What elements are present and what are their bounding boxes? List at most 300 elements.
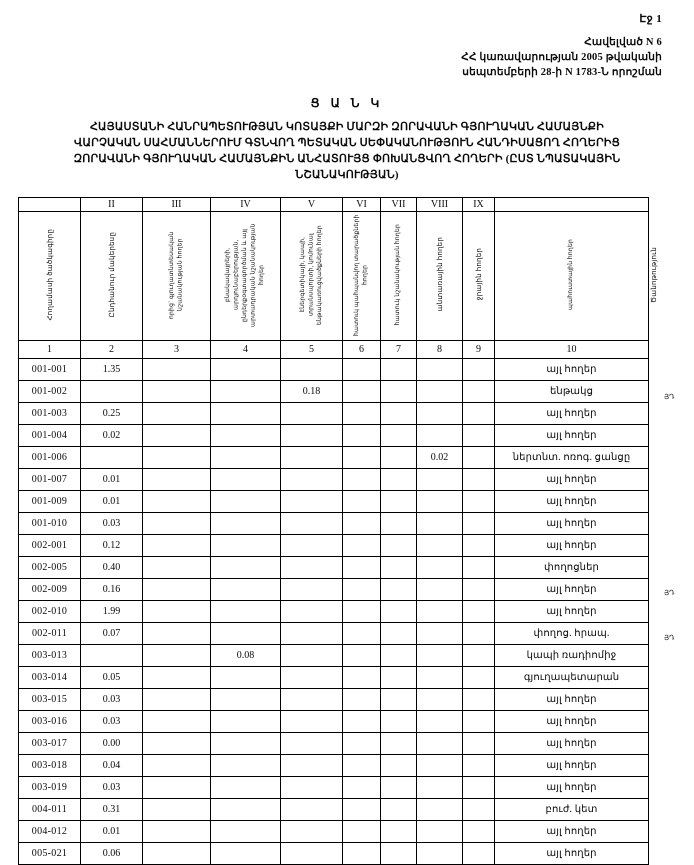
cell-special-purpose <box>381 711 417 733</box>
cell-protected-areas <box>343 711 381 733</box>
cell-settlement-industrial <box>211 579 281 601</box>
cell-energy-transport <box>281 579 343 601</box>
cell-forest <box>417 491 463 513</box>
cell-total-area: 0.01 <box>81 821 143 843</box>
col-number-5: 5 <box>281 341 343 359</box>
col-number-10: 10 <box>495 341 649 359</box>
cell-total-area: 0.40 <box>81 557 143 579</box>
cell-note: այլ հողեր <box>495 689 649 711</box>
header-label-special-purpose: հատուկ նշանակության հողեր <box>394 223 402 326</box>
cell-protected-areas <box>343 579 381 601</box>
cell-total-area: 0.03 <box>81 777 143 799</box>
cell-water <box>463 777 495 799</box>
cell-settlement-industrial <box>211 557 281 579</box>
header-cell-water <box>463 212 495 341</box>
cell-agricultural <box>143 623 211 645</box>
cell-special-purpose <box>381 689 417 711</box>
cell-water <box>463 821 495 843</box>
cell-total-area: 0.12 <box>81 535 143 557</box>
cell-special-purpose <box>381 667 417 689</box>
cell-agricultural <box>143 667 211 689</box>
cell-code: 002-010 <box>19 601 81 623</box>
cell-code: 002-001 <box>19 535 81 557</box>
table-row <box>19 821 649 843</box>
cell-code: 003-013 <box>19 645 81 667</box>
cell-protected-areas <box>343 777 381 799</box>
cell-special-purpose <box>381 403 417 425</box>
cell-forest <box>417 359 463 381</box>
col-number-9: 9 <box>463 341 495 359</box>
cell-water <box>463 667 495 689</box>
cell-energy-transport <box>281 513 343 535</box>
col-number-8: 8 <box>417 341 463 359</box>
cell-code: 003-016 <box>19 711 81 733</box>
table-row <box>19 777 649 799</box>
cell-note: այլ հողեր <box>495 777 649 799</box>
cell-note: այլ հողեր <box>495 601 649 623</box>
reference-line-1: Հավելված N 6 <box>584 37 662 48</box>
cell-note: կապի ռադիոմիջ <box>495 645 649 667</box>
cell-total-area: 0.02 <box>81 425 143 447</box>
cell-protected-areas <box>343 689 381 711</box>
reference-block <box>18 35 662 80</box>
cell-agricultural <box>143 491 211 513</box>
cell-settlement-industrial <box>211 359 281 381</box>
cell-settlement-industrial <box>211 733 281 755</box>
cell-settlement-industrial: 0.08 <box>211 645 281 667</box>
margin-marks <box>660 0 694 809</box>
table-row <box>19 579 649 601</box>
header-cell-protected-areas <box>343 212 381 341</box>
cell-water <box>463 623 495 645</box>
col-number-2: 2 <box>81 341 143 359</box>
cell-energy-transport <box>281 447 343 469</box>
roman-8: VIII <box>417 198 463 212</box>
cell-settlement-industrial <box>211 491 281 513</box>
cell-water <box>463 535 495 557</box>
header-label-forest: անտառային հողեր <box>435 237 444 312</box>
cell-protected-areas <box>343 843 381 865</box>
cell-special-purpose <box>381 425 417 447</box>
cell-water <box>463 711 495 733</box>
cell-energy-transport <box>281 469 343 491</box>
table-roman-row <box>19 198 649 212</box>
cell-code: 002-005 <box>19 557 81 579</box>
cell-special-purpose <box>381 799 417 821</box>
reference-line-2: ՀՀ կառավարության 2005 թվականի <box>461 52 662 63</box>
cell-special-purpose <box>381 447 417 469</box>
cell-code: 001-003 <box>19 403 81 425</box>
cell-agricultural <box>143 689 211 711</box>
cell-agricultural <box>143 755 211 777</box>
cell-note: այլ հողեր <box>495 359 649 381</box>
cell-protected-areas <box>343 821 381 843</box>
cell-water <box>463 645 495 667</box>
cell-total-area: 1.99 <box>81 601 143 623</box>
table-row <box>19 601 649 623</box>
cell-settlement-industrial <box>211 843 281 865</box>
cell-energy-transport: 0.18 <box>281 381 343 403</box>
cell-settlement-industrial <box>211 689 281 711</box>
cell-forest <box>417 579 463 601</box>
cell-water <box>463 579 495 601</box>
cell-water <box>463 843 495 865</box>
cell-note: այլ հողեր <box>495 733 649 755</box>
cell-code: 002-009 <box>19 579 81 601</box>
cell-total-area: 0.03 <box>81 513 143 535</box>
header-cell-reserve <box>495 212 649 341</box>
cell-energy-transport <box>281 777 343 799</box>
cell-energy-transport <box>281 535 343 557</box>
cell-total-area <box>81 645 143 667</box>
cell-agricultural <box>143 821 211 843</box>
cell-forest <box>417 645 463 667</box>
header-cell-forest <box>417 212 463 341</box>
cell-special-purpose <box>381 381 417 403</box>
cell-forest <box>417 601 463 623</box>
header-cell-total-area <box>81 212 143 341</box>
cell-energy-transport <box>281 755 343 777</box>
roman-6: VI <box>343 198 381 212</box>
table-row <box>19 491 649 513</box>
cell-settlement-industrial <box>211 403 281 425</box>
header-label-reserve: պահուստային հողեր <box>567 239 575 310</box>
cell-settlement-industrial <box>211 667 281 689</box>
cell-special-purpose <box>381 579 417 601</box>
cell-water <box>463 601 495 623</box>
cell-settlement-industrial <box>211 381 281 403</box>
cell-code: 003-019 <box>19 777 81 799</box>
cell-code: 003-017 <box>19 733 81 755</box>
cell-agricultural <box>143 425 211 447</box>
cell-agricultural <box>143 513 211 535</box>
cell-energy-transport <box>281 821 343 843</box>
cell-note: ենթակց <box>495 381 649 403</box>
cell-forest <box>417 667 463 689</box>
cell-forest <box>417 381 463 403</box>
cell-energy-transport <box>281 601 343 623</box>
table-row <box>19 689 649 711</box>
cell-special-purpose <box>381 535 417 557</box>
roman-3: III <box>143 198 211 212</box>
col-number-4: 4 <box>211 341 281 359</box>
cell-total-area: 0.00 <box>81 733 143 755</box>
cell-code: 003-018 <box>19 755 81 777</box>
cell-total-area: 0.06 <box>81 843 143 865</box>
cell-note: բուժ. կետ <box>495 799 649 821</box>
cell-protected-areas <box>343 733 381 755</box>
table-row <box>19 667 649 689</box>
title-line-2: ՎԱՐՉԱԿԱՆ ՍԱՀՄԱՆՆԵՐՈՒՄ ԳՏՆՎՈՂ ՊԵՏԱԿԱՆ ՍԵՓԱԿԱՆՈՒԹՅՈՒՆ ՀԱՆԴԻՍԱՑՈՂ ՀՈՂԵՐԻՑ <box>74 137 620 149</box>
cell-total-area <box>81 447 143 469</box>
cell-protected-areas <box>343 601 381 623</box>
cell-water <box>463 513 495 535</box>
cell-settlement-industrial <box>211 601 281 623</box>
cell-code: 005-021 <box>19 843 81 865</box>
header-cell-energy-transport <box>281 212 343 341</box>
cell-total-area: 0.07 <box>81 623 143 645</box>
roman-9: IX <box>463 198 495 212</box>
cell-forest <box>417 843 463 865</box>
col-number-3: 3 <box>143 341 211 359</box>
table-row <box>19 469 649 491</box>
cell-agricultural <box>143 601 211 623</box>
cell-special-purpose <box>381 359 417 381</box>
roman-7: VII <box>381 198 417 212</box>
cell-settlement-industrial <box>211 425 281 447</box>
cell-agricultural <box>143 403 211 425</box>
cell-water <box>463 425 495 447</box>
cell-agricultural <box>143 799 211 821</box>
title-line-4: ՆՇԱՆԱԿՈՒԹՅԱՆ) <box>295 169 399 181</box>
cell-agricultural <box>143 579 211 601</box>
margin-mark: ՅԴ <box>664 393 675 401</box>
table-header-row <box>19 212 649 341</box>
cell-energy-transport <box>281 667 343 689</box>
cell-code: 004-011 <box>19 799 81 821</box>
cell-energy-transport <box>281 733 343 755</box>
cell-energy-transport <box>281 403 343 425</box>
cell-code: 002-011 <box>19 623 81 645</box>
cell-forest <box>417 535 463 557</box>
header-label-total-area: Ընդհանուր մակերեսը <box>107 231 116 318</box>
cell-protected-areas <box>343 645 381 667</box>
table-row <box>19 359 649 381</box>
cell-forest <box>417 711 463 733</box>
header-label-note: Ծանոթություն <box>650 246 658 303</box>
cell-agricultural <box>143 645 211 667</box>
document-title <box>18 119 676 183</box>
cell-total-area: 0.04 <box>81 755 143 777</box>
page-number: Էջ 1 <box>639 13 662 25</box>
cell-note: փողոց. հրապ. <box>495 623 649 645</box>
cell-protected-areas <box>343 403 381 425</box>
cell-special-purpose <box>381 469 417 491</box>
roman-2: II <box>81 198 143 212</box>
cell-protected-areas <box>343 535 381 557</box>
cell-special-purpose <box>381 491 417 513</box>
cell-agricultural <box>143 557 211 579</box>
table-row <box>19 843 649 865</box>
cell-water <box>463 689 495 711</box>
cell-special-purpose <box>381 733 417 755</box>
cell-settlement-industrial <box>211 799 281 821</box>
cell-agricultural <box>143 711 211 733</box>
cell-forest <box>417 777 463 799</box>
cell-note: այլ հողեր <box>495 755 649 777</box>
cell-agricultural <box>143 469 211 491</box>
cell-water <box>463 447 495 469</box>
cell-forest <box>417 755 463 777</box>
cell-water <box>463 799 495 821</box>
cell-water <box>463 733 495 755</box>
table-row <box>19 755 649 777</box>
cell-note: ներտնտ. ոռոգ. ցանցը <box>495 447 649 469</box>
table-column-number-row <box>19 341 649 359</box>
cell-code: 001-007 <box>19 469 81 491</box>
cell-forest <box>417 557 463 579</box>
cell-special-purpose <box>381 645 417 667</box>
land-parcels-table <box>18 197 658 865</box>
cell-forest <box>417 799 463 821</box>
cell-water <box>463 359 495 381</box>
cell-agricultural <box>143 535 211 557</box>
cell-forest <box>417 733 463 755</box>
document-kind: Ց Ա Ն Կ <box>310 96 384 110</box>
cell-total-area: 1.35 <box>81 359 143 381</box>
reference-line-3: սեպտեմբերի 28-ի N 1783-Ն որոշման <box>462 67 662 78</box>
cell-total-area: 0.03 <box>81 711 143 733</box>
header-cell-special-purpose <box>381 212 417 341</box>
table-row <box>19 799 649 821</box>
table-row <box>19 557 649 579</box>
cell-agricultural <box>143 359 211 381</box>
cell-energy-transport <box>281 799 343 821</box>
header-cell-code <box>19 212 81 341</box>
cell-agricultural <box>143 447 211 469</box>
cell-note: գյուղապետարան <box>495 667 649 689</box>
header-cell-agricultural <box>143 212 211 341</box>
cell-special-purpose <box>381 755 417 777</box>
header-label-agricultural: որից` գյուղատնտեսական նշանակության հողեր <box>168 230 184 319</box>
margin-mark: ՅԴ <box>664 589 675 597</box>
header-label-energy-transport: էներգետիկայի, կապի, տրանսպորտի, կոմունալ ենթակառուցվածքների հողեր <box>298 224 323 325</box>
cell-code: 001-004 <box>19 425 81 447</box>
cell-agricultural <box>143 733 211 755</box>
table-row <box>19 733 649 755</box>
cell-energy-transport <box>281 491 343 513</box>
cell-energy-transport <box>281 425 343 447</box>
cell-settlement-industrial <box>211 623 281 645</box>
cell-code: 001-010 <box>19 513 81 535</box>
cell-protected-areas <box>343 359 381 381</box>
cell-code: 003-015 <box>19 689 81 711</box>
cell-energy-transport <box>281 843 343 865</box>
cell-agricultural <box>143 843 211 865</box>
cell-code: 001-002 <box>19 381 81 403</box>
cell-energy-transport <box>281 557 343 579</box>
table-row <box>19 711 649 733</box>
cell-special-purpose <box>381 623 417 645</box>
cell-special-purpose <box>381 601 417 623</box>
cell-code: 004-012 <box>19 821 81 843</box>
header-label-settlement-industrial: բնակավայրերի, արդյունաբերության, ընդերքօգտագործման և այլ արտադրական նշանակության հողեր <box>224 222 266 327</box>
cell-note: այլ հողեր <box>495 491 649 513</box>
cell-settlement-industrial <box>211 513 281 535</box>
cell-total-area: 0.01 <box>81 491 143 513</box>
cell-code: 001-001 <box>19 359 81 381</box>
cell-settlement-industrial <box>211 777 281 799</box>
cell-forest <box>417 689 463 711</box>
cell-water <box>463 403 495 425</box>
table-row <box>19 623 649 645</box>
cell-forest: 0.02 <box>417 447 463 469</box>
cell-special-purpose <box>381 777 417 799</box>
cell-note: այլ հողեր <box>495 711 649 733</box>
col-number-7: 7 <box>381 341 417 359</box>
table-row <box>19 381 649 403</box>
cell-note: այլ հողեր <box>495 579 649 601</box>
table-body <box>19 359 649 865</box>
cell-settlement-industrial <box>211 535 281 557</box>
cell-total-area: 0.01 <box>81 469 143 491</box>
cell-water <box>463 491 495 513</box>
cell-energy-transport <box>281 359 343 381</box>
cell-settlement-industrial <box>211 711 281 733</box>
table-row <box>19 447 649 469</box>
cell-forest <box>417 623 463 645</box>
roman-1 <box>19 198 81 212</box>
table-row <box>19 645 649 667</box>
cell-water <box>463 557 495 579</box>
cell-total-area <box>81 381 143 403</box>
cell-special-purpose <box>381 513 417 535</box>
cell-special-purpose <box>381 557 417 579</box>
cell-protected-areas <box>343 755 381 777</box>
cell-protected-areas <box>343 623 381 645</box>
cell-protected-areas <box>343 667 381 689</box>
cell-water <box>463 755 495 777</box>
cell-water <box>463 469 495 491</box>
cell-note: այլ հողեր <box>495 821 649 843</box>
cell-code: 001-006 <box>19 447 81 469</box>
cell-note: փողոցներ <box>495 557 649 579</box>
title-line-3: ԶՈՐԱՎԱՆԻ ԳՅՈՒՂԱԿԱՆ ՀԱՄԱՅՆՔԻՆ ԱՆՀԱՏՈՒՅՑ ՓՈԽԱՆՑՎՈՂ ՀՈՂԵՐԻ (ԸՍՏ ՆՊԱՏԱԿԱՅԻՆ <box>73 153 621 165</box>
table-row <box>19 535 649 557</box>
cell-note: այլ հողեր <box>495 513 649 535</box>
cell-special-purpose <box>381 843 417 865</box>
col-number-1: 1 <box>19 341 81 359</box>
cell-special-purpose <box>381 821 417 843</box>
cell-protected-areas <box>343 425 381 447</box>
table-row <box>19 425 649 447</box>
cell-energy-transport <box>281 711 343 733</box>
cell-protected-areas <box>343 447 381 469</box>
cell-protected-areas <box>343 513 381 535</box>
cell-forest <box>417 425 463 447</box>
cell-protected-areas <box>343 491 381 513</box>
cell-agricultural <box>143 777 211 799</box>
cell-note: այլ հողեր <box>495 403 649 425</box>
cell-energy-transport <box>281 689 343 711</box>
cell-protected-areas <box>343 799 381 821</box>
cell-code: 001-009 <box>19 491 81 513</box>
cell-protected-areas <box>343 381 381 403</box>
cell-note: այլ հողեր <box>495 469 649 491</box>
cell-total-area: 0.31 <box>81 799 143 821</box>
cell-agricultural <box>143 381 211 403</box>
cell-forest <box>417 821 463 843</box>
roman-5: V <box>281 198 343 212</box>
cell-note: այլ հողեր <box>495 425 649 447</box>
cell-total-area: 0.25 <box>81 403 143 425</box>
cell-protected-areas <box>343 469 381 491</box>
col-number-6: 6 <box>343 341 381 359</box>
header-label-code: Հողամասի ծածկագիրը <box>45 228 54 321</box>
cell-code: 003-014 <box>19 667 81 689</box>
header-label-protected-areas: հատուկ պահպանվող տարածքների հողեր <box>353 213 369 336</box>
cell-settlement-industrial <box>211 821 281 843</box>
header-cell-settlement-industrial <box>211 212 281 341</box>
header-label-water: ջրային հողեր <box>474 248 483 301</box>
roman-4: IV <box>211 198 281 212</box>
cell-note: այլ հողեր <box>495 535 649 557</box>
cell-forest <box>417 403 463 425</box>
cell-settlement-industrial <box>211 755 281 777</box>
cell-total-area: 0.16 <box>81 579 143 601</box>
cell-energy-transport <box>281 645 343 667</box>
cell-settlement-industrial <box>211 447 281 469</box>
